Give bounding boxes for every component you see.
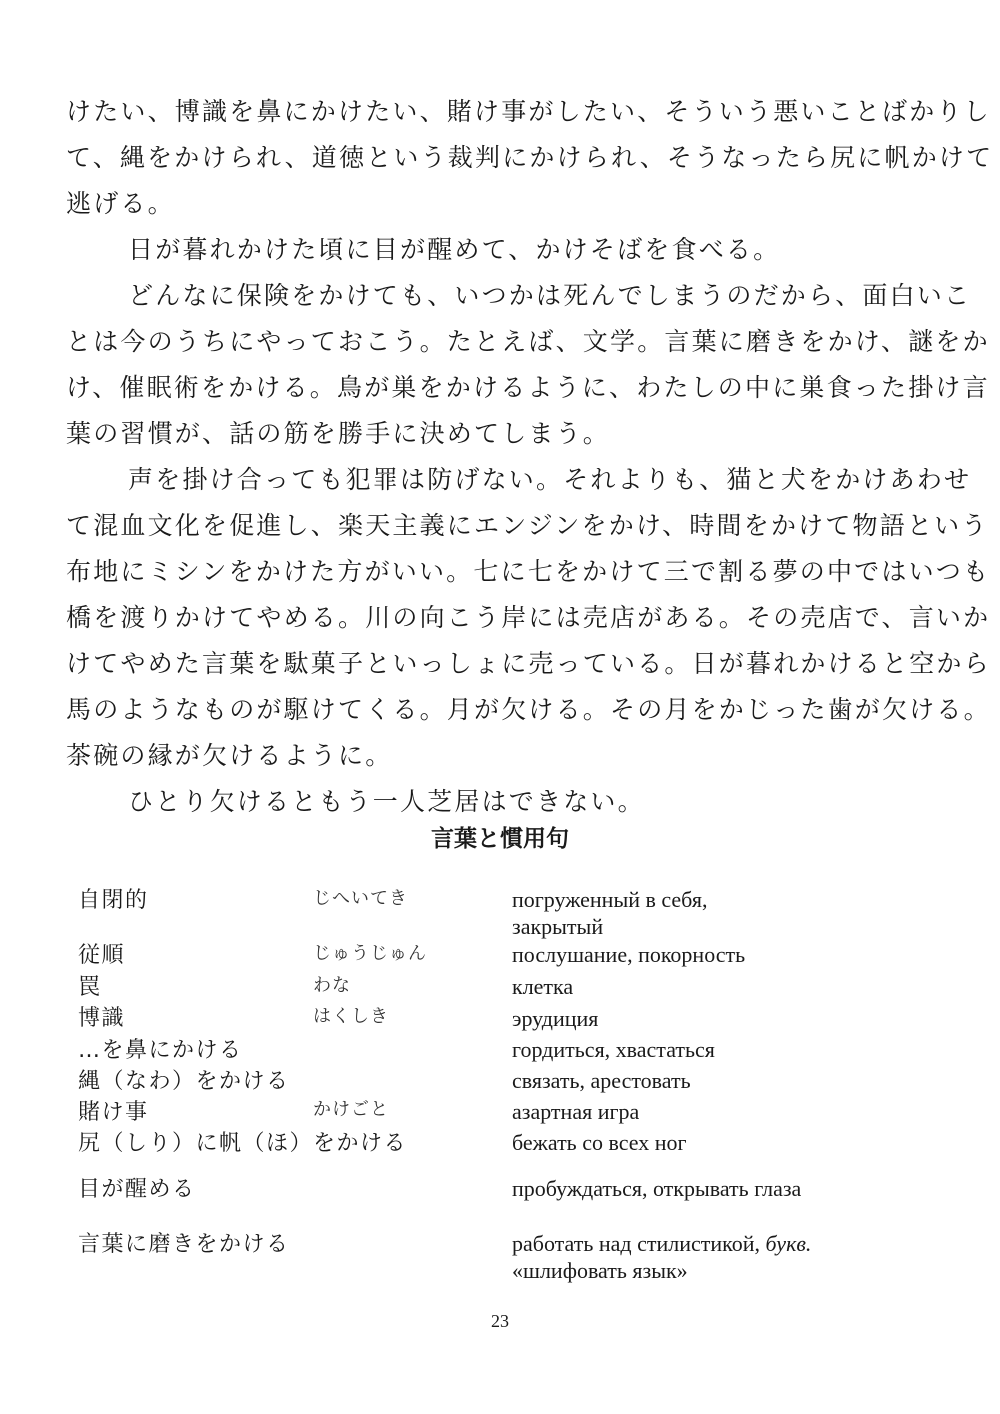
body-line: 逃げる。 <box>66 189 175 218</box>
vocab-reading: じゅうじゅん <box>313 943 427 964</box>
body-line: けたい、博識を鼻にかけたい、賭け事がしたい、そういう悪いことばかりし <box>66 97 991 126</box>
section-heading: 言葉と慣用句 <box>431 826 569 852</box>
vocab-translation: пробуждаться, открывать глаза <box>512 1176 802 1201</box>
body-line: 葉の習慣が、話の筋を勝手に決めてしまう。 <box>66 419 611 448</box>
vocab-translation-italic: букв. <box>765 1231 812 1256</box>
vocab-translation: погруженный в себя, закрытый <box>512 887 708 939</box>
vocab-translation <box>512 1230 912 1284</box>
vocab-reading: はくしき <box>313 1006 389 1027</box>
vocab-term: 尻（しり）に帆（ほ）をかける <box>78 1131 408 1156</box>
body-line: 橋を渡りかけてやめる。川の向こう岸には売店がある。その売店で、言いか <box>66 603 991 632</box>
vocab-term: 自閉的 <box>78 888 149 913</box>
body-line: とは今のうちにやっておこう。たとえば、文学。言葉に磨きをかけ、謎をか <box>66 327 990 356</box>
vocab-translation: эрудиция <box>512 1006 599 1031</box>
vocab-reading: じへいてき <box>313 888 408 909</box>
vocab-translation: послушание, покорность <box>512 942 746 967</box>
vocab-reading: わな <box>313 975 351 996</box>
body-line: どんなに保険をかけても、いつかは死んでしまうのだから、面白いこ <box>128 281 972 310</box>
vocab-reading: かけごと <box>313 1099 389 1120</box>
body-line: ひとり欠けるともう一人芝居はできない。 <box>128 787 645 816</box>
vocab-term: 罠 <box>78 975 102 1000</box>
vocab-translation: связать, арестовать <box>512 1068 691 1093</box>
body-line: て混血文化を促進し、楽天主義にエンジンをかけ、時間をかけて物語という <box>66 511 989 540</box>
body-line: 布地にミシンをかけた方がいい。七に七をかけて三で割る夢の中ではいつも <box>66 557 991 586</box>
vocab-translation-tail: «шлифовать язык» <box>512 1258 688 1283</box>
body-line: 声を掛け合っても犯罪は防げない。それよりも、猫と犬をかけあわせ <box>128 465 972 494</box>
body-line: 日が暮れかけた頃に目が醒めて、かけそばを食べる。 <box>128 235 781 264</box>
vocab-term: 賭け事 <box>78 1100 149 1125</box>
vocab-translation: азартная игра <box>512 1099 640 1124</box>
vocab-term: 従順 <box>78 943 126 968</box>
vocab-translation: клетка <box>512 974 574 999</box>
vocab-term: 目が醒める <box>78 1177 196 1202</box>
body-line: け、催眠術をかける。鳥が巣をかけるように、わたしの中に巣食った掛け言 <box>66 373 990 402</box>
body-line: 茶碗の縁が欠けるように。 <box>66 741 393 770</box>
body-line: 馬のようなものが駆けてくる。月が欠ける。その月をかじった歯が欠ける。 <box>66 695 991 724</box>
vocab-translation: бежать со всех ног <box>512 1130 687 1155</box>
body-line: て、縄をかけられ、道徳という裁判にかけられ、そうなったら尻に帆かけて <box>66 143 994 172</box>
vocab-translation: гордиться, хвастаться <box>512 1037 715 1062</box>
vocab-term: 博識 <box>78 1006 126 1031</box>
page-number: 23 <box>491 1311 509 1331</box>
vocab-term: 縄（なわ）をかける <box>78 1069 290 1094</box>
vocab-term: 言葉に磨きをかける <box>78 1232 290 1257</box>
vocab-translation-main: работать над стилистикой, <box>512 1231 766 1256</box>
body-line: けてやめた言葉を駄菓子といっしょに売っている。日が暮れかけると空から <box>66 649 991 678</box>
vocab-term: …を鼻にかける <box>78 1038 243 1063</box>
